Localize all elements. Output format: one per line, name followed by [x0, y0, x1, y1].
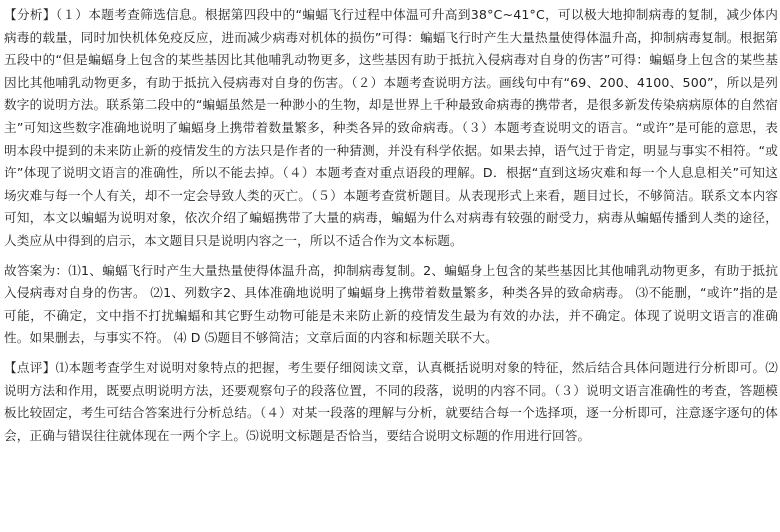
- answer-label: 故答案为：: [4, 262, 69, 278]
- answer-paragraph: [4, 260, 778, 350]
- answer-text: ⑴1、蝙蝠飞行时产生大量热量使得体温升高，抑制病毒复制。2、蝙蝠身上包含的某些基因比其他哺乳动物更多，有助于抵抗入侵病毒对自身的伤害。 ⑵1、列数字2、具体准确地说明了蝙蝠身上携带着数量繁多，种类各异的致命病毒。 ⑶不能删，“或许”指的是可能，不确定，文中指不打扰蝙蝠和其它野生动物可能是未来防止新的疫情发生最为有效的办法，并不确定。体现了说明文语言的准确性。如果删去，与事实不符。 ⑷ D ⑸题目不够简洁；文章后面的内容和标题关联不大。: [4, 262, 778, 346]
- comment-text: ⑴本题考查学生对说明对象特点的把握，考生要仔细阅读文章，认真概括说明对象的特征，然后结合具体问题进行分析即可。⑵说明方法和作用，既要点明说明方法，还要观察句子的段落位置，不同的段落，说明的内容不同。（３）说明文语言准确性的考查，答题模板比较固定，考生可结合答案进行分析总结。（４）对某一段落的理解与分析，就要结合每一个选择项，逐一分析即可，注意逐字逐句的体会，正确与错误往往就体现在一两个字上。⑸说明文标题是否恰当，要结合说明文标题的作用进行回答。: [4, 359, 778, 443]
- comment-paragraph: [4, 357, 778, 447]
- comment-label: 【点评】: [4, 359, 56, 375]
- analysis-text: （１）本题考查筛选信息。根据第四段中的“蝙蝠飞行过程中体温可升高到38°C~41°C，可以极大地抑制病毒的复制，减少体内病毒的载量，同时加快机体免疫反应，进而减少病毒对机体的损伤”可得：蝙蝠飞行时产生大量热量使得体温升高，抑制病毒复制。根据第五段中的“但是蝙蝠身上包含的某些基因比其他哺乳动物更多，这些基因有助于抵抗入侵病毒对自身的伤害”可得：蝙蝠身上包含的某些基因比其他哺乳动物更多，有助于抵抗入侵病毒对自身的伤害。（２）本题考查说明方法。画线句中有“69、200、4100、500”，所以是列数字的说明方法。联系第二段中的“蝙蝠虽然是一种渺小的生物，却是世界上千种最致命病毒的携带者，是很多新发传染病病原体的自然宿主”可知这些数字准确地说明了蝙蝠身上携带着数量繁多，种类各异的致命病毒。（３）本题考查说明文的语言。“或许”是可能的意思，表明本段中提到的未来防止新的疫情发生的方法只是作者的一种猜测，并没有科学依据。如果去掉，语气过于肯定，明显与事实不相符。“或许”体现了说明文语言的准确性，所以不能去掉。（４）本题考查对重点语段的理解。D．根据“直到这场灾难和每一个人息息相关”可知这场灾难与每一个人有关，却不一定会导致人类的灭亡。（５）本题考查赏析题目。从表现形式上来看，题目过长，不够简洁。联系文本内容可知，本文以蝙蝠为说明对象，依次介绍了蝙蝠携带了大量的病毒，蝙蝠为什么对病毒有较强的耐受力，病毒从蝙蝠传播到人类的途径，人类应从中得到的启示，本文题目只是说明内容之一，所以不适合作为文本标题。: [4, 7, 778, 248]
- analysis-label: 【分析】: [4, 7, 56, 22]
- analysis-paragraph: [4, 4, 778, 253]
